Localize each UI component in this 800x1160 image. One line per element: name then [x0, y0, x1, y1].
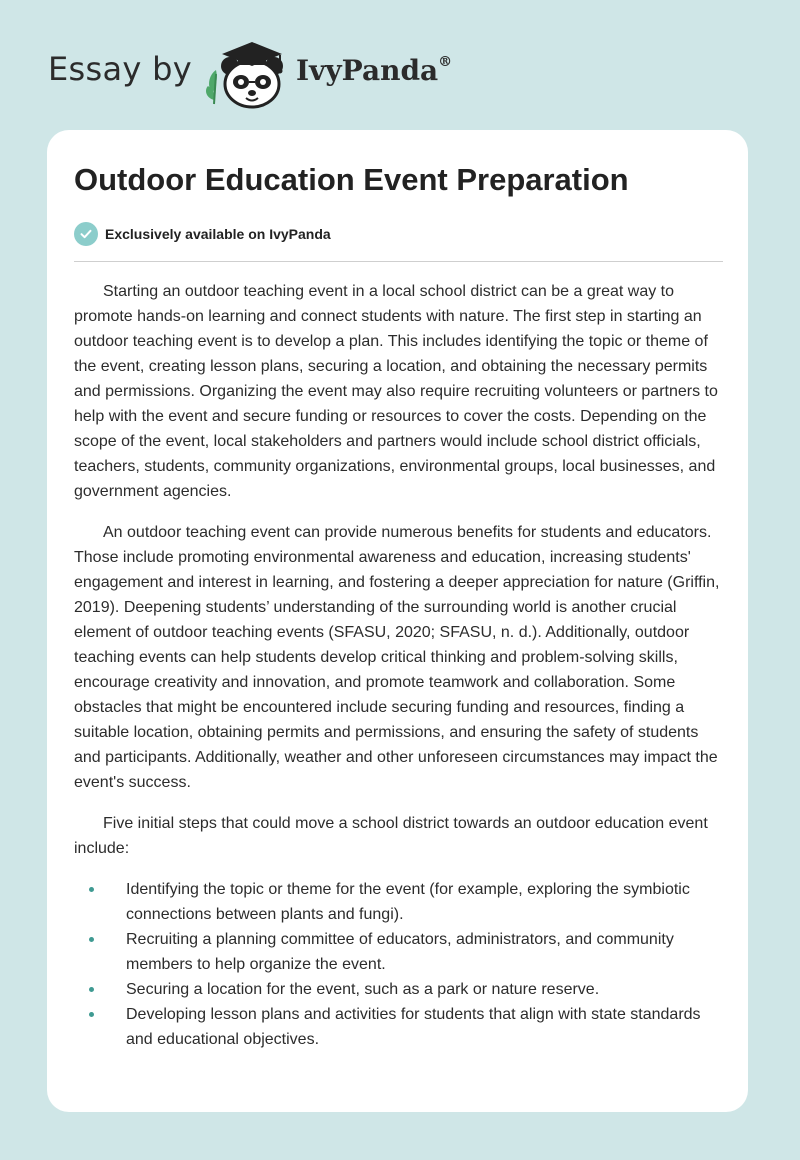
list-item-text: Identifying the topic or theme for the event (for example, exploring the symbiotic connections between plants and fungi).: [126, 881, 690, 923]
page-title: Outdoor Education Event Preparation: [74, 162, 629, 197]
registered-mark: ®: [438, 53, 453, 70]
bullet-icon: [89, 1012, 94, 1017]
paragraph: An outdoor teaching event can provide numerous benefits for students and educators. Those include promoting environmental awareness and education, increasing students' engagement and interest in learning, and fostering a deeper appreciation for nature (Griffin, 2019). Deepening students’ understanding of the surrounding world is another crucial element of outdoor teaching events (SFASU, 2020; SFASU, n. d.). Additionally, outdoor teaching events can help students develop critical thinking and problem-solving skills, encourage creativity and innovation, and promote teamwork and collaboration. Some obstacles that might be encountered include securing funding and resources, finding a suitable location, obtaining permits and permissions, and ensuring the safety of students and participants. Additionally, weather and other unforeseen circumstances may impact the event's success.: [74, 524, 720, 791]
article-body: [74, 279, 729, 1052]
panda-graduate-icon: [202, 34, 292, 110]
bullet-icon: [89, 887, 94, 892]
list-item-text: Securing a location for the event, such as a park or nature reserve.: [126, 981, 600, 998]
article-card: [47, 130, 748, 1112]
list-item-text: Developing lesson plans and activities for students that align with state standards and educational objectives.: [126, 1006, 701, 1048]
paragraph: Five initial steps that could move a school district towards an outdoor education event include:: [74, 815, 708, 857]
brand-name: IvyPanda®: [296, 53, 453, 87]
exclusive-badge: [74, 222, 331, 246]
site-header: [48, 34, 508, 114]
paragraph: Starting an outdoor teaching event in a local school district can be a great way to promote hands-on learning and connect students with nature. The first step in starting an outdoor teaching event is to develop a plan. This includes identifying the topic or theme of the event, creating lesson plans, securing a location, and obtaining the necessary permits and permissions. Organizing the event may also require recruiting volunteers or partners to help with the event and secure funding or resources to cover the costs. Depending on the scope of the event, local stakeholders and partners would include school district officials, teachers, students, community organizations, environmental groups, local businesses, and government agencies.: [74, 283, 718, 500]
title-divider: [74, 261, 723, 262]
steps-list: [74, 877, 729, 1052]
list-item: [74, 1002, 729, 1052]
list-item: [74, 877, 729, 927]
essay-by-label: Essay by: [48, 50, 192, 88]
bullet-icon: [89, 937, 94, 942]
exclusive-badge-text: Exclusively available on IvyPanda: [105, 226, 331, 242]
list-item: [74, 977, 729, 1002]
list-item-text: Recruiting a planning committee of educators, administrators, and community members to help organize the event.: [126, 931, 674, 973]
bullet-icon: [89, 987, 94, 992]
check-icon: [74, 222, 98, 246]
list-item: [74, 927, 729, 977]
